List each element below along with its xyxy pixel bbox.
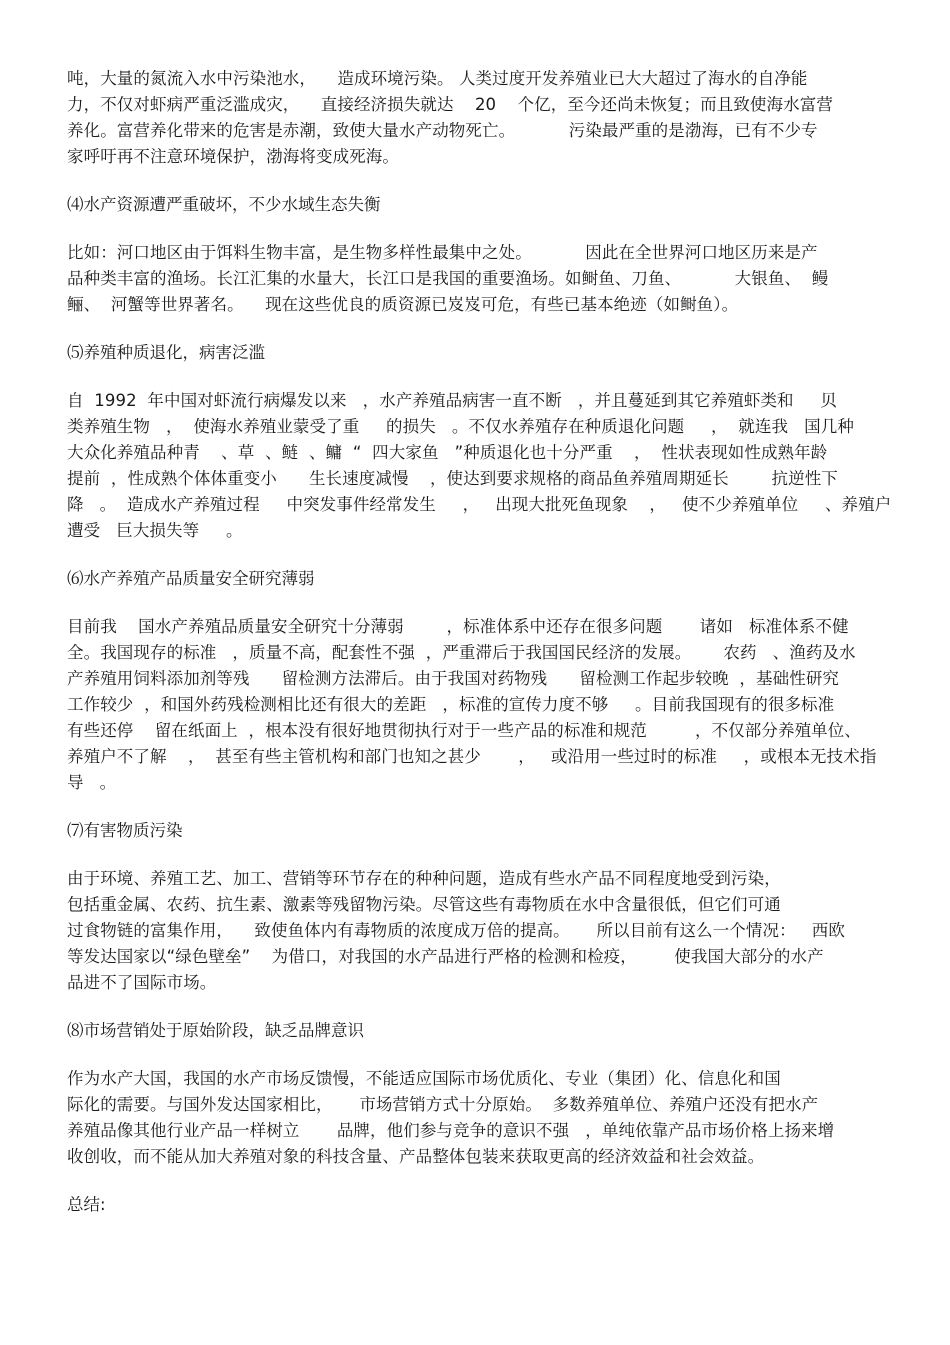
text-line: 由于环境、养殖工艺、加工、营销等环节存在的种种问题，造成有些水产品不同程度地受到污染， bbox=[67, 869, 781, 888]
text-line: 产养殖用饲料添加剂等残 留检测方法滞后。由于我国对药物残 留检测工作起步较晚 ，基础性研究 bbox=[67, 669, 840, 688]
text-line: 品种类丰富的渔场。长江汇集的水量大，长江口是我国的重要渔场。如鲥鱼、刀鱼、 大银鱼、 鳗 bbox=[67, 269, 829, 288]
section-heading-4: ⑷水产资源遭严重破坏，不少水域生态失衡 bbox=[67, 195, 381, 214]
text-line: 收创收，而不能从加大养殖对象的科技含量、产品整体包装来获取更高的经济效益和社会效益。 bbox=[67, 1147, 765, 1166]
text-line: 包括重金属、农药、抗生素、激素等残留物污染。尽管这些有毒物质在水中含量很低，但它们可通 bbox=[67, 895, 781, 914]
text-line: 工作较少 ，和国外药残检测相比还有很大的差距 ，标准的宣传力度不够 。目前我国现有的很多标准 bbox=[67, 695, 835, 714]
text-line: 鲡、 河蟹等世界著名。 现在这些优良的质资源已岌岌可危，有些已基本绝迹（如鲥鱼）。 bbox=[67, 295, 739, 314]
paragraph-resources bbox=[67, 240, 887, 318]
text-line: 际化的需要。与国外发达国家相比， 市场营销方式十分原始。 多数养殖单位、养殖户还没有把水产 bbox=[67, 1095, 819, 1114]
text-line: 家呼吁再不注意环境保护，渤海将变成死海。 bbox=[67, 147, 399, 166]
section-heading-6: ⑹水产养殖产品质量安全研究薄弱 bbox=[67, 569, 315, 588]
summary-heading: 总结: bbox=[67, 1195, 106, 1214]
text-line: 提前 ，性成熟个体体重变小 生长速度减慢 ，使达到要求规格的商品鱼养殖周期延长 抗逆性下 bbox=[67, 469, 838, 488]
text-line: 等发达国家以“绿色壁垒” 为借口，对我国的水产品进行严格的检测和检疫， 使我国大部分的水产 bbox=[67, 947, 824, 966]
text-line: 类养殖生物 ， 使海水养殖业蒙受了重 的损失 。不仅水养殖存在种质退化问题 ， 就连我 国几种 bbox=[67, 417, 854, 436]
text-line: 力，不仅对虾病严重泛滥成灾， 直接经济损失就达 20 个亿，至今还尚未恢复；而且致使海水富营 bbox=[67, 95, 833, 114]
text-line: 降 。 造成水产养殖过程 中突发事件经常发生 ， 出现大批死鱼现象 ， 使不少养殖单位 、养殖户 bbox=[67, 495, 892, 514]
text-line: 养化。富营养化带来的危害是赤潮，致使大量水产动物死亡。 污染最严重的是渤海，已有不少专 bbox=[67, 121, 818, 140]
text-line: 品进不了国际市场。 bbox=[67, 973, 217, 992]
document-page bbox=[67, 66, 892, 1218]
text-line: 吨，大量的氮流入水中污染池水， 造成环境污染。 人类过度开发养殖业已大大超过了海水的自净能 bbox=[67, 69, 808, 88]
paragraph-pollution bbox=[67, 66, 887, 170]
section-heading-7: ⑺有害物质污染 bbox=[67, 821, 183, 840]
text-line: 有些还停 留在纸面上 ，根本没有很好地贯彻执行对于一些产品的标准和规范 ，不仅部分养殖单位、 bbox=[67, 721, 861, 740]
text-line: 全。我国现存的标准 ，质量不高，配套性不强 ，严重滞后于我国国民经济的发展。 农药 、渔药及水 bbox=[67, 643, 856, 662]
text-line: 养殖户不了解 ， 甚至有些主管机构和部门也知之甚少 ， 或沿用一些过时的标准 ，或根本无技术指 bbox=[67, 747, 877, 766]
paragraph-quality-safety bbox=[67, 614, 887, 796]
text-line: 养殖品像其他行业产品一样树立 品牌，他们参与竞争的意识不强 ，单纯依靠产品市场价格上扬来增 bbox=[67, 1121, 835, 1140]
paragraph-degradation bbox=[67, 388, 892, 544]
paragraph-marketing bbox=[67, 1066, 887, 1170]
section-heading-8: ⑻市场营销处于原始阶段，缺乏品牌意识 bbox=[67, 1021, 364, 1040]
text-line: 导 。 bbox=[67, 773, 117, 792]
text-line: 自 1992 年中国对虾流行病爆发以来 ，水产养殖品病害一直不断 ，并且蔓延到其它养殖虾类和 贝 bbox=[67, 391, 837, 410]
text-line: 过食物链的富集作用， 致使鱼体内有毒物质的浓度成万倍的提高。 所以目前有这么一个情况： 西欧 bbox=[67, 921, 845, 940]
text-line: 目前我 国水产养殖品质量安全研究十分薄弱 ，标准体系中还存在很多问题 诸如 标准体系不健 bbox=[67, 617, 849, 636]
section-heading-5: ⑸养殖种质退化，病害泛滥 bbox=[67, 343, 265, 362]
text-line: 大众化养殖品种青 、草 、鲢 、鳙 “ 四大家鱼 ”种质退化也十分严重 ， 性状表现如性成熟年龄 bbox=[67, 443, 828, 462]
text-line: 作为水产大国，我国的水产市场反馈慢，不能适应国际市场优质化、专业（集团）化、信息化和国 bbox=[67, 1069, 781, 1088]
paragraph-harmful-substances bbox=[67, 866, 887, 996]
text-line: 比如：河口地区由于饵料生物丰富，是生物多样性最集中之处。 因此在全世界河口地区历来是产 bbox=[67, 243, 818, 262]
text-line: 遭受 巨大损失等 。 bbox=[67, 521, 243, 540]
